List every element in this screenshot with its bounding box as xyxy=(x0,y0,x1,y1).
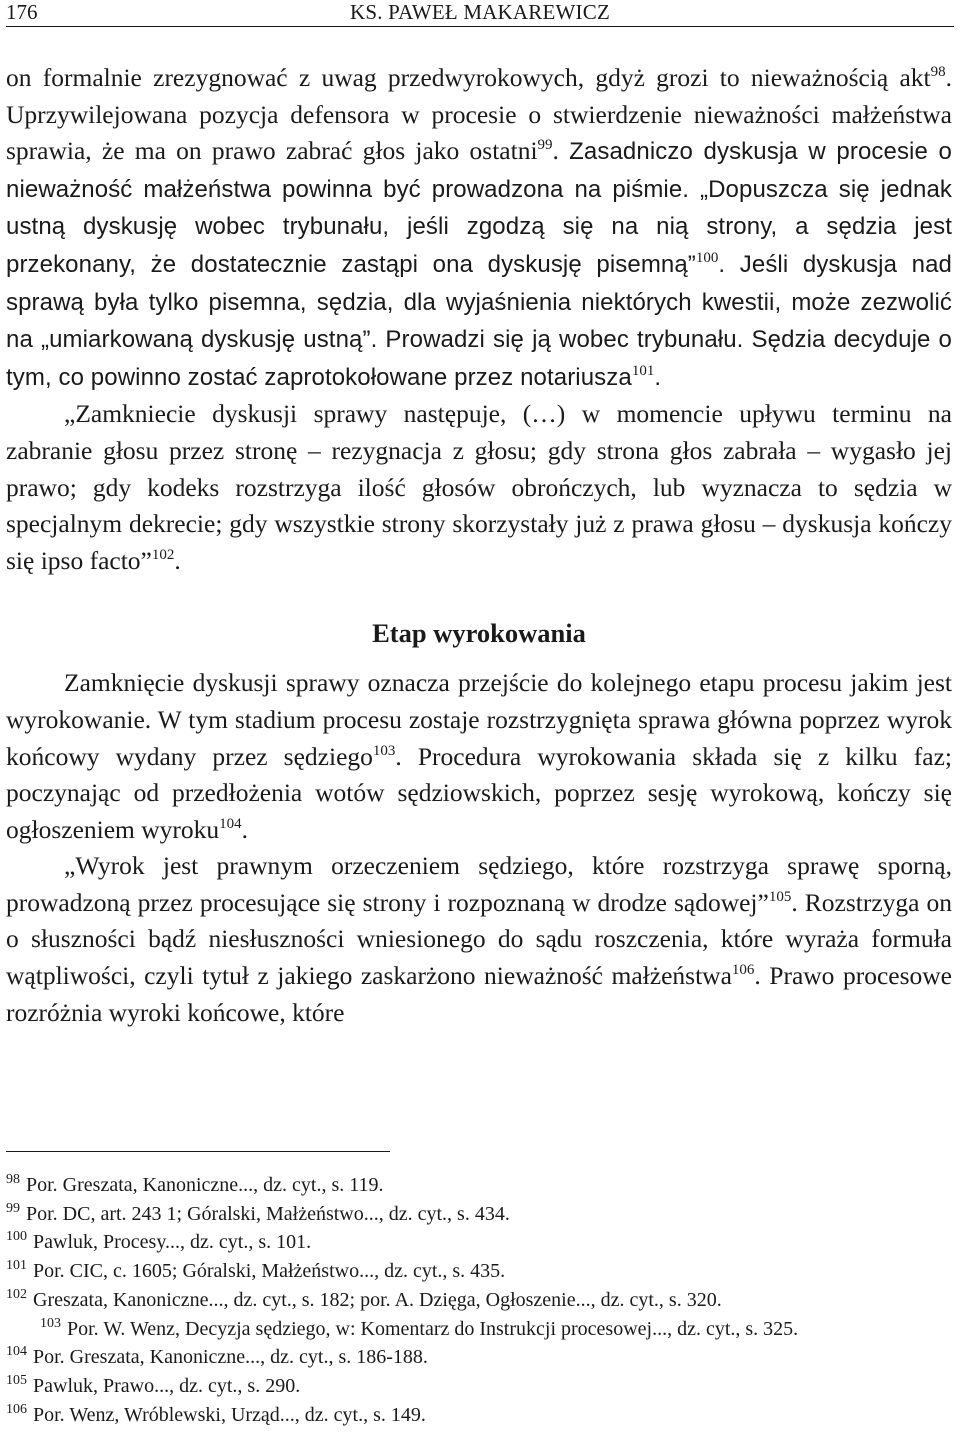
footnote-text: Greszata, Kanoniczne..., dz. cyt., s. 182; por. A. Dzięga, Ogłoszenie..., dz. cyt., s. 320. xyxy=(33,1288,722,1311)
text-run: . xyxy=(552,136,570,166)
footnote-reference: 106 xyxy=(731,962,755,979)
body-text xyxy=(6,60,952,1031)
footnote-text: Pawluk, Procesy..., dz. cyt., s. 101. xyxy=(33,1231,312,1254)
footnote-number: 98 xyxy=(6,1172,20,1187)
footnote xyxy=(6,1228,952,1257)
footnote-reference: 101 xyxy=(631,362,655,379)
text-run: . Prawo procesowe rozróżnia wyroki końcowe, które xyxy=(6,961,952,1027)
footnote xyxy=(6,1200,952,1229)
footnote-number: 104 xyxy=(6,1344,27,1360)
text-run: on formalnie zrezygnować z uwag przedwyrokowych, gdyż grozi to nieważnością akt xyxy=(6,63,931,92)
footnote-number: 102 xyxy=(6,1286,27,1302)
footnote xyxy=(6,1401,952,1430)
paragraph xyxy=(6,396,952,579)
footnote-number: 103 xyxy=(40,1315,61,1331)
text-run: . xyxy=(654,363,662,391)
footnote-text: Por. Greszata, Kanoniczne..., dz. cyt., s. 186-188. xyxy=(33,1346,428,1369)
footnote-reference: 100 xyxy=(695,249,719,266)
footnote xyxy=(6,1286,952,1315)
footnote xyxy=(6,1372,952,1401)
page-number: 176 xyxy=(6,0,38,24)
text-run: . Jeśli dyskusja nad sprawą była tylko pisemna, sędzia, dla wyjaśnienia niektórych kwestii, może zezwolić na „umiarkowaną dyskusję ustną”. Prowadzi się ją wobec trybunału. Sędzia decyduje o tym, co powinno zostać zaprotokołowane przez notariusza xyxy=(6,250,952,391)
footnote-text: Pawluk, Prawo..., dz. cyt., s. 290. xyxy=(33,1374,301,1397)
text-run: „Zamkniecie dyskusji sprawy następuje, (…) w momencie upływu terminu na zabranie głosu przez stronę – rezygnacja z głosu; gdy strona głos zabrała – wygasło jej prawo; gdy kodeks rozstrzyga ilość głosów obrończych, lub wyznacza to sędzia w specjalnym dekrecie; gdy wszystkie strony skorzystały już z prawa głosu – dyskusja kończy się ipso facto” xyxy=(6,399,952,575)
footnote-reference: 103 xyxy=(372,742,396,759)
paragraphs-after-heading xyxy=(6,665,952,1031)
text-run: „Wyrok jest prawnym orzeczeniem sędziego, które rozstrzyga sprawę sporną, prowadzoną przez procesujące się strony i rozpoznaną w drodze sądowej” xyxy=(6,851,952,917)
footnote-reference: 99 xyxy=(537,137,553,154)
footnote-number: 106 xyxy=(6,1401,27,1417)
footnote-reference: 104 xyxy=(219,815,242,832)
footnote xyxy=(6,1257,952,1286)
paragraph xyxy=(6,848,952,1031)
footnote-text: Por. Greszata, Kanoniczne..., dz. cyt., s. 119. xyxy=(26,1174,384,1196)
running-head: KS. PAWEŁ MAKAREWICZ xyxy=(350,0,610,24)
footnote-number: 99 xyxy=(6,1200,20,1216)
footnote xyxy=(6,1171,952,1200)
footnote-text: Por. DC, art. 243 1; Góralski, Małżeństwo..., dz. cyt., s. 434. xyxy=(26,1202,510,1225)
footnote-text: Por. W. Wenz, Decyzja sędziego, w: Komentarz do Instrukcji procesowej..., dz. cyt., s. 325. xyxy=(67,1317,799,1340)
footnotes xyxy=(6,1171,952,1429)
text-run: . xyxy=(241,814,249,844)
footnote-reference: 102 xyxy=(151,546,175,563)
footnote-separator xyxy=(6,1151,390,1152)
footnote-text: Por. Wenz, Wróblewski, Urząd..., dz. cyt., s. 149. xyxy=(33,1403,426,1426)
text-run: . Procedura wyrokowania składa się z kilku faz; poczynając od przedłożenia wotów sędziowskich, poprzez sesję wyrokową, kończy się ogłoszeniem wyroku xyxy=(6,741,952,844)
footnote-reference: 98 xyxy=(930,64,946,80)
text-run: . xyxy=(174,545,181,575)
footnote-number: 105 xyxy=(6,1372,27,1388)
text-run: Zasadniczo dyskusja w procesie o nieważność małżeństwa powinna być prowadzona na piśmie. „Dopuszcza się jednak ustną dyskusję wobec trybunału, jeśli zgodzą się na nią strony, a sędzia jest przekonany, że dostatecznie zastąpi ona dyskusję pisemną” xyxy=(6,138,953,278)
section-heading: Etap wyrokowania xyxy=(372,618,586,649)
paragraphs-before-heading xyxy=(6,60,952,579)
footnote xyxy=(6,1315,952,1344)
text-run: . Uprzywilejowana pozycja defensora w procesie o stwierdzenie nieważności małżeństwa sprawia, że ma on prawo zabrać głos jako ostatni xyxy=(6,63,952,166)
footnote-text: Por. CIC, c. 1605; Góralski, Małżeństwo..., dz. cyt., s. 435. xyxy=(33,1260,506,1283)
footnote xyxy=(6,1343,952,1372)
footnote-number: 101 xyxy=(6,1258,27,1274)
text-run: Zamknięcie dyskusji sprawy oznacza przejście do kolejnego etapu procesu jakim jest wyrokowanie. W tym stadium procesu zostaje rozstrzygnięta sprawa główna poprzez wyrok końcowy wydany przez sędziego xyxy=(6,668,952,771)
text-run: . Rozstrzyga on o słuszności bądź niesłuszności wniesionego do sądu roszczenia, które wyraża formuła wątpliwości, czyli tytuł z jakiego zaskarżono nieważność małżeństwa xyxy=(6,887,952,991)
page-header xyxy=(6,0,954,27)
paragraph xyxy=(6,665,952,848)
footnote-reference: 105 xyxy=(768,888,792,905)
footnote-number: 100 xyxy=(6,1229,27,1245)
paragraph xyxy=(6,60,952,396)
